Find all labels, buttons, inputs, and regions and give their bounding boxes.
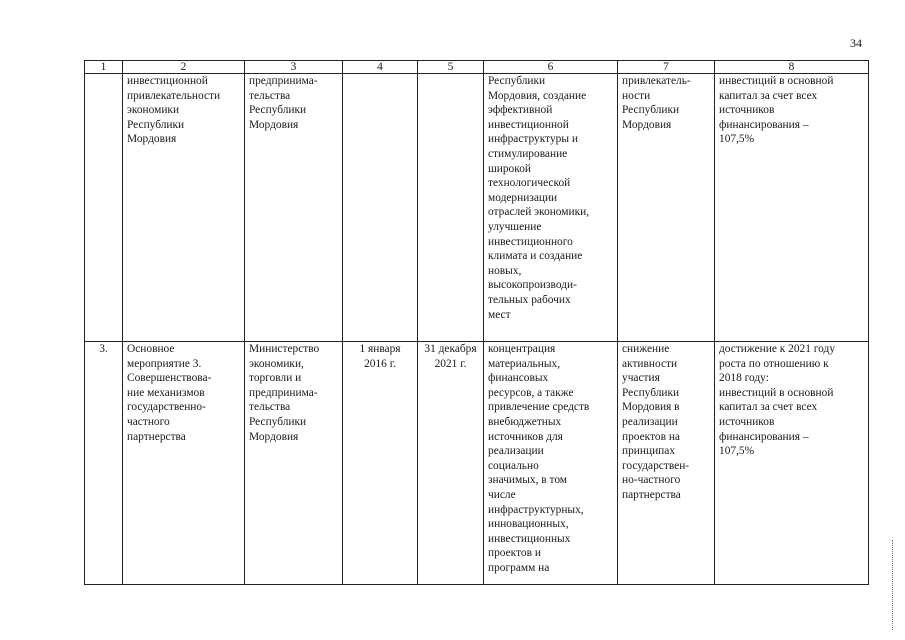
cell-text-line: климата и создание	[488, 250, 583, 263]
header-col-3: 3	[245, 61, 343, 74]
cell-text-line: финансирования –	[719, 430, 809, 443]
cell-text-line: государственно-	[127, 401, 206, 414]
cell-text-line: достижение к 2021 году	[719, 343, 836, 355]
cell-text-line: Мордовия в	[622, 401, 680, 414]
cell-text-line: проектов и	[488, 547, 541, 560]
cell-text-line: частного	[127, 415, 170, 428]
cell-text-line: Мордовия, создание	[488, 89, 587, 102]
cell-text-line: Мордовия	[249, 430, 299, 443]
table-row	[85, 74, 869, 342]
cell-text-line: улучшение	[488, 220, 542, 233]
header-row	[85, 61, 869, 74]
header-col-1: 1	[85, 61, 123, 74]
page-number: 34	[850, 36, 862, 50]
cell-text-line: проектов на	[622, 430, 680, 443]
cell-text-line: 107,5%	[719, 133, 755, 146]
cell-text-line: 107,5%	[719, 445, 755, 458]
header-col-4: 4	[343, 61, 418, 74]
header-col-2: 2	[123, 61, 245, 74]
indicator-link-cell	[715, 74, 869, 342]
cell-text-line: Республики	[249, 415, 307, 428]
cell-text-line: активности	[622, 357, 678, 370]
cell-text-line: участия	[622, 372, 660, 385]
cell-text-line: капитал за счет всех	[719, 89, 818, 102]
cell-text-line: внебюджетных	[488, 415, 562, 428]
cell-text-line: Республики	[622, 104, 680, 117]
cell-text-line: принципах	[622, 445, 676, 458]
cell-text-line: Республики	[622, 386, 680, 399]
cell-text-line: технологической	[488, 177, 571, 190]
executor-cell	[245, 74, 343, 342]
cell-text-line: ресурсов, а также	[488, 386, 574, 399]
row-number: 3.	[85, 342, 123, 585]
cell-text-line: новых,	[488, 264, 522, 277]
cell-text-line: партнерства	[127, 430, 186, 443]
cell-text-line: реализации	[488, 445, 544, 458]
cell-text-line: концентрация	[488, 343, 556, 355]
cell-text-line: социально	[488, 459, 539, 472]
cell-text-line: партнерства	[622, 488, 681, 501]
cell-text-line: 1 января	[359, 343, 401, 355]
cell-text-line: Основное	[127, 343, 175, 355]
cell-text-line: государствен-	[622, 459, 690, 472]
cell-text-line: роста по отношению к	[719, 357, 829, 370]
cell-text-line: 31 декабря	[424, 343, 477, 355]
cell-text-line: Мордовия	[249, 118, 299, 131]
event-name-cell	[123, 74, 245, 342]
cell-text-line: Мордовия	[622, 118, 672, 131]
cell-text-line: привлекатель-	[622, 75, 691, 87]
cell-text-line: тельных рабочих	[488, 293, 571, 306]
cell-text-line: 2021 г.	[434, 357, 467, 370]
cell-text-line: программ на	[488, 561, 550, 574]
cell-text-line: источников для	[488, 430, 563, 443]
header-col-8: 8	[715, 61, 869, 74]
cell-text-line: отраслей экономики,	[488, 206, 590, 219]
cell-text-line: инфраструктурных,	[488, 503, 584, 516]
cell-text-line: инвестиционной	[488, 118, 569, 131]
cell-text-line: Министерство	[249, 343, 320, 355]
cell-text-line: материальных,	[488, 357, 561, 370]
cell-text-line: реализации	[622, 415, 678, 428]
cell-text-line: мероприятие 3.	[127, 357, 202, 370]
cell-text-line: модернизации	[488, 191, 558, 204]
cell-text-line: Совершенствова-	[127, 372, 212, 385]
cell-text-line: стимулирование	[488, 147, 568, 160]
cell-text-line: экономики	[127, 104, 180, 117]
indicator-link-cell	[715, 342, 869, 585]
executor-cell	[245, 342, 343, 585]
cell-text-line: предпринима-	[249, 386, 318, 399]
cell-text-line: инвестиционного	[488, 235, 573, 248]
end-date-cell	[418, 342, 484, 585]
cell-text-line: инновационных,	[488, 518, 569, 531]
cell-text-line: тельства	[249, 401, 291, 414]
cell-text-line: мест	[488, 308, 511, 321]
row-number	[85, 74, 123, 342]
cell-text-line: капитал за счет всех	[719, 401, 818, 414]
consequences-cell	[618, 342, 715, 585]
cell-text-line: инвестиционной	[127, 75, 208, 87]
cell-text-line: ности	[622, 89, 651, 102]
start-date-cell	[343, 342, 418, 585]
expected-result-cell	[484, 342, 618, 585]
event-name-cell	[123, 342, 245, 585]
cell-text-line: экономики,	[249, 357, 304, 370]
program-table	[84, 60, 869, 585]
header-col-6: 6	[484, 61, 618, 74]
start-date-cell	[343, 74, 418, 342]
cell-text-line: широкой	[488, 162, 532, 175]
cell-text-line: финансовых	[488, 372, 549, 385]
cell-text-line: эффективной	[488, 104, 553, 117]
cell-text-line: привлекательности	[127, 89, 221, 102]
cell-text-line: ние механизмов	[127, 386, 205, 399]
cell-text-line: инвестиций в основной	[719, 386, 834, 399]
cell-text-line: инвестиций в основной	[719, 75, 834, 87]
cell-text-line: 2018 году:	[719, 372, 769, 385]
cell-text-line: Республики	[127, 118, 185, 131]
cell-text-line: числе	[488, 488, 516, 501]
cell-text-line: источников	[719, 104, 775, 117]
cell-text-line: инфраструктуры и	[488, 133, 578, 146]
cell-text-line: торговли и	[249, 372, 302, 385]
cell-text-line: Мордовия	[127, 133, 177, 146]
header-col-7: 7	[618, 61, 715, 74]
cell-text-line: предпринима-	[249, 75, 318, 87]
end-date-cell	[418, 74, 484, 342]
header-col-5: 5	[418, 61, 484, 74]
cell-text-line: финансирования –	[719, 118, 809, 131]
cell-text-line: 2016 г.	[364, 357, 396, 370]
cell-text-line: высокопроизводи-	[488, 279, 577, 292]
cell-text-line: Республики	[488, 75, 546, 87]
table-row	[85, 342, 869, 585]
cell-text-line: снижение	[622, 343, 670, 355]
cell-text-line: Республики	[249, 104, 307, 117]
consequences-cell	[618, 74, 715, 342]
cell-text-line: значимых, в том	[488, 474, 568, 487]
scan-edge-marks	[892, 540, 897, 630]
cell-text-line: но-частного	[622, 474, 681, 487]
cell-text-line: привлечение средств	[488, 401, 590, 414]
cell-text-line: источников	[719, 415, 775, 428]
cell-text-line: инвестиционных	[488, 532, 571, 545]
cell-text-line: тельства	[249, 89, 291, 102]
expected-result-cell	[484, 74, 618, 342]
